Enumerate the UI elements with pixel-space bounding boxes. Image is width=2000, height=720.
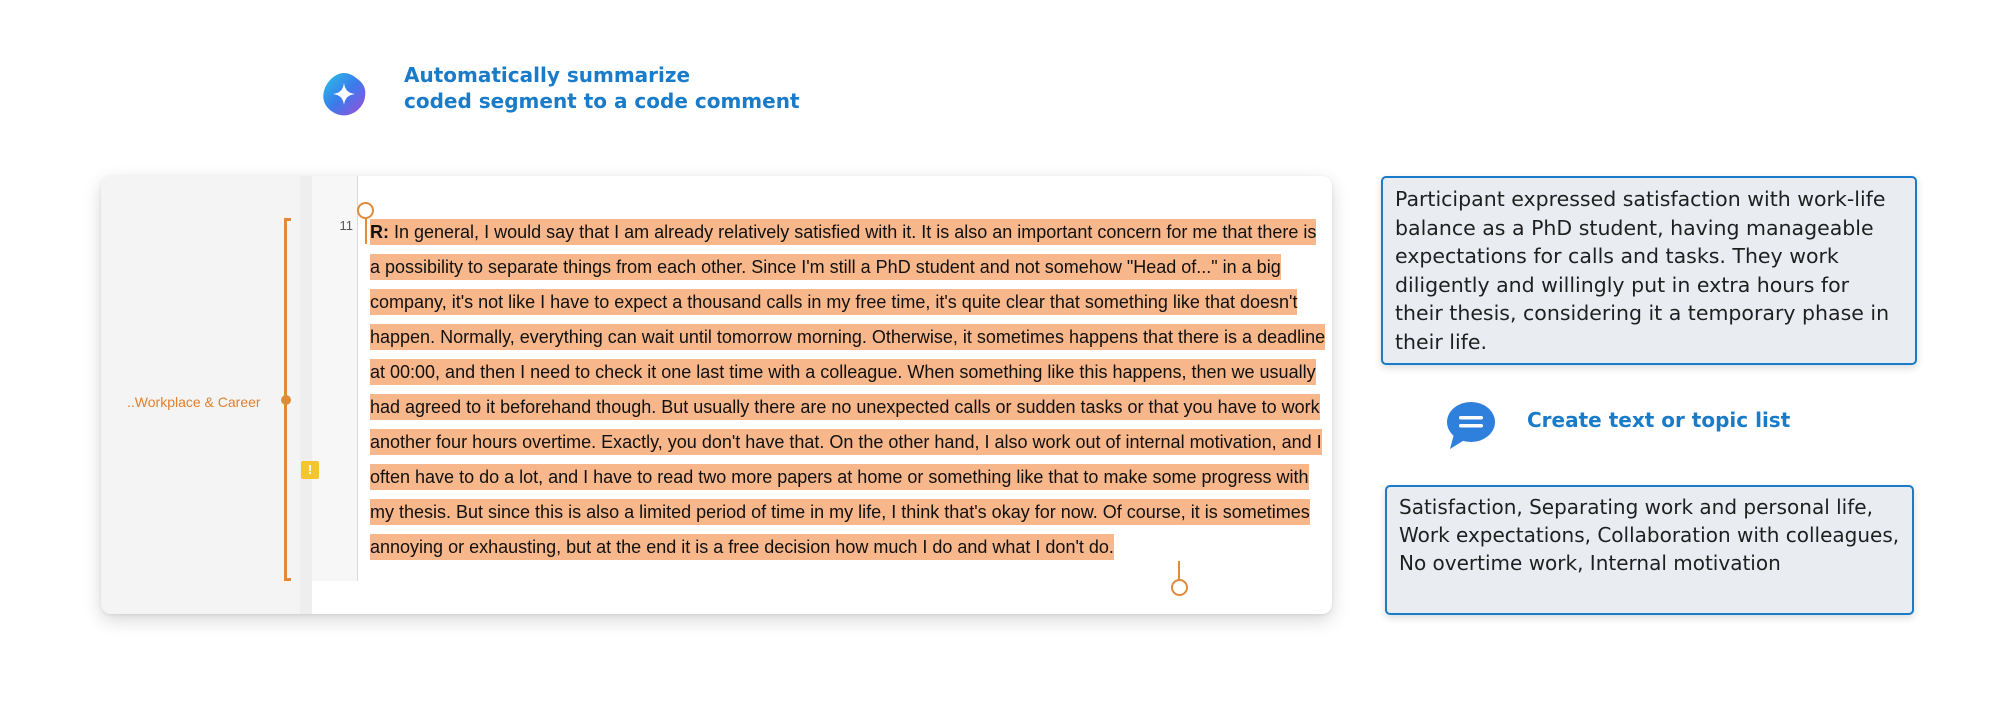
selection-end-caret (1178, 561, 1180, 581)
code-comment-summary: Participant expressed satisfaction with work-life balance as a PhD student, having manageable expectations for calls and tasks. They work diligently and willingly put in extra hours for their thesis, considering it a temporary phase in their life. (1381, 176, 1917, 365)
ai-sparkle-icon (321, 71, 367, 117)
segment-body: In general, I would say that I am already relatively satisfied with it. It is also an important concern for me that there is a possibility to separate things from each other. Since I'm still a PhD student and not somehow "Head of..." in a big company, it's not like I have to expect a thousand calls in my free time, it's quite clear that something like that doesn't happen. Normally, everything can wait until tomorrow morning. Otherwise, it sometimes happens that there is a deadline at 00:00, and then I need to check it one last time with a colleague. When something like this happens, then we usually had agreed to it beforehand though. But usually there are no unexpected calls or sudden tasks or that you have to work another four hours overtime. Exactly, you don't have that. On the other hand, I also work out of internal motivation, and I often have to do a lot, and I have to read two more papers at home or something like that to make some progress with my thesis. But since this is also a limited period of time in my life, I think that's okay for now. Of course, it is sometimes annoying or exhausting, but at the end it is a free decision how much I do and what I don't do. (370, 222, 1326, 557)
feature-title-line-2: coded segment to a code comment (404, 89, 800, 113)
code-name-label[interactable]: ..Workplace & Career (127, 394, 261, 410)
speaker-label: R: (370, 222, 389, 242)
memo-icon[interactable]: ! (301, 461, 319, 479)
selection-end-handle[interactable] (1171, 579, 1188, 596)
chat-bubble-icon (1444, 400, 1496, 450)
feature-title-line-1: Automatically summarize (404, 63, 691, 87)
feature-title (404, 62, 800, 114)
coded-segment-text[interactable] (370, 215, 1330, 565)
highlighted-segment[interactable] (370, 219, 1325, 560)
create-topic-list-label: Create text or topic list (1527, 408, 1791, 432)
document-viewer (101, 176, 1332, 614)
memo-column (300, 176, 312, 614)
line-number-column (312, 176, 358, 581)
topic-list-box: Satisfaction, Separating work and personal life, Work expectations, Collaboration with colleagues, No overtime work, Internal motivation (1385, 485, 1914, 615)
paragraph-number: 11 (339, 218, 353, 233)
selection-start-caret (365, 217, 367, 244)
coding-stripe-dot[interactable] (281, 395, 291, 405)
